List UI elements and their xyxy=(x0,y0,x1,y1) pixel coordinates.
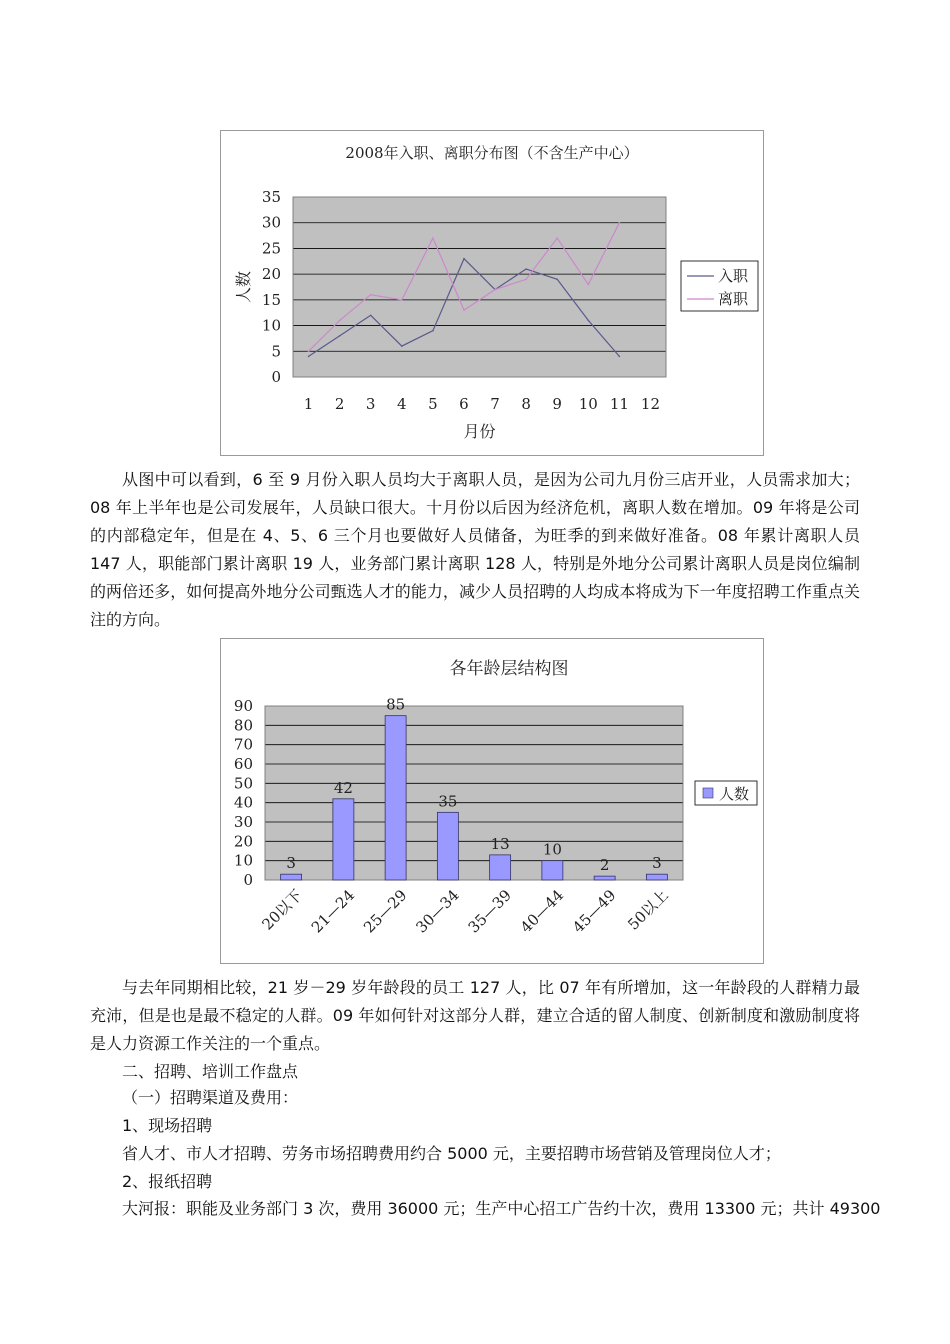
data-point xyxy=(308,350,310,352)
legend-label: 人数 xyxy=(719,785,750,803)
item-body-onsite: 省人才、市人才招聘、劳务市场招聘费用约合 5000 元，主要招聘市场营销及管理岗位人才； xyxy=(122,1144,781,1163)
x-tick-label: 2 xyxy=(334,395,345,413)
y-tick-label: 15 xyxy=(261,290,281,309)
paragraph-age-analysis: 与去年同期相比较，21 岁－29 岁年龄段的员工 127 人，比 07 年有所增加，这一年龄段的人群精力最充沛，但是也是最不稳定的人群。09 年如何针对这部分人群，建立合适的留人制度、创新制度和激励制度将是人力资源工作关注的一个重点。 xyxy=(90,978,860,1053)
data-point xyxy=(463,309,465,311)
data-point xyxy=(556,237,558,239)
x-tick-label: 9 xyxy=(552,395,562,413)
x-tick-label: 30—34 xyxy=(412,886,463,937)
bar-chart-svg xyxy=(221,639,763,963)
x-tick-label: 35—39 xyxy=(464,886,515,937)
section-heading-recruit-training: 二、招聘、培训工作盘点 xyxy=(122,1062,299,1081)
y-tick-label: 20 xyxy=(261,265,281,284)
item-heading-newspaper: 2、报纸招聘 xyxy=(122,1172,213,1191)
data-label: 42 xyxy=(333,778,353,797)
chart-title: 2008年入职、离职分布图（不含生产中心） xyxy=(345,144,639,162)
data-point xyxy=(370,294,372,296)
x-tick-label: 45—49 xyxy=(569,886,620,937)
data-point xyxy=(401,345,403,347)
data-point xyxy=(339,320,341,322)
x-tick-label: 25—29 xyxy=(360,886,411,937)
y-tick-label: 10 xyxy=(261,316,281,335)
x-tick-label: 6 xyxy=(459,395,469,413)
subsection-heading-channels: （一）招聘渠道及费用： xyxy=(122,1088,299,1107)
data-label: 13 xyxy=(490,834,510,853)
y-tick-label: 35 xyxy=(261,188,281,206)
y-tick-label: 50 xyxy=(233,774,253,793)
data-point xyxy=(463,258,465,260)
data-point xyxy=(339,335,341,337)
line-chart-svg xyxy=(221,131,763,455)
item-heading-onsite: 1、现场招聘 xyxy=(122,1116,213,1135)
data-label: 3 xyxy=(286,854,296,873)
x-tick-label: 3 xyxy=(365,395,376,413)
y-axis-label: 人数 xyxy=(234,270,253,304)
x-tick-label: 5 xyxy=(428,395,438,413)
bar xyxy=(333,799,354,880)
data-label: 10 xyxy=(542,840,562,859)
data-point xyxy=(619,222,621,224)
x-tick-label: 7 xyxy=(490,395,500,413)
x-tick-label: 12 xyxy=(640,395,661,413)
y-tick-label: 0 xyxy=(243,871,253,889)
bar xyxy=(646,874,667,880)
data-point xyxy=(525,268,527,270)
data-point xyxy=(556,278,558,280)
plot-area xyxy=(265,706,683,880)
data-point xyxy=(308,356,310,358)
bar xyxy=(490,855,511,880)
y-tick-label: 80 xyxy=(233,716,253,735)
data-label: 85 xyxy=(386,695,406,714)
y-tick-label: 25 xyxy=(261,239,281,258)
y-tick-label: 30 xyxy=(261,213,281,232)
data-point xyxy=(401,299,403,301)
x-tick-label: 21—24 xyxy=(307,886,359,937)
item-body-newspaper: 大河报：职能及业务部门 3 次，费用 36000 元；生产中心招工广告约十次，费用 13300 元；共计 49300 xyxy=(122,1199,881,1218)
bar xyxy=(542,861,563,880)
data-point xyxy=(432,330,434,332)
data-point xyxy=(525,278,527,280)
y-tick-label: 60 xyxy=(233,755,253,773)
y-tick-label: 20 xyxy=(233,832,253,851)
x-tick-label: 11 xyxy=(609,395,629,413)
y-tick-label: 30 xyxy=(233,813,253,831)
x-tick-label: 40—44 xyxy=(516,886,568,937)
legend-label: 离职 xyxy=(718,290,749,308)
x-axis-label: 月份 xyxy=(463,422,496,441)
plot-area xyxy=(293,197,666,377)
age-structure-bar-chart xyxy=(220,638,764,964)
y-tick-label: 90 xyxy=(233,697,253,715)
legend-label: 入职 xyxy=(718,267,749,285)
paragraph-hire-analysis: 从图中可以看到，6 至 9 月份入职人员均大于离职人员，是因为公司九月份三店开业，人员需求加大；08 年上半年也是公司发展年，人员缺口很大。十月份以后因为经济危机，离职人数在增加。09 年将是公司的内部稳定年，但是在 4、5、6 三个月也要做好人员储备，为旺季的到来做好准备。08 年累计离职人员 147 人，职能部门累计离职 19 人，业务部门累计离职 128 人，特别是外地分公司累计离职人员是岗位编制的两倍还多，如何提高外地分公司甄选人才的能力，减少人员招聘的人均成本将成为下一年度招聘工作重点关注的方向。 xyxy=(90,470,860,629)
x-tick-label: 8 xyxy=(521,395,531,413)
data-point xyxy=(494,289,496,291)
data-label: 35 xyxy=(438,792,458,811)
data-point xyxy=(587,284,589,286)
bar xyxy=(281,874,302,880)
bar xyxy=(437,812,458,880)
y-tick-label: 5 xyxy=(271,342,281,361)
x-tick-label: 20以下 xyxy=(258,886,306,934)
data-label: 3 xyxy=(652,854,662,873)
chart-title: 各年龄层结构图 xyxy=(449,659,569,679)
data-point xyxy=(587,320,589,322)
x-tick-label: 1 xyxy=(303,395,314,413)
bar xyxy=(594,876,615,880)
legend-swatch xyxy=(703,788,713,798)
bar xyxy=(385,716,406,880)
data-point xyxy=(619,356,621,358)
y-tick-label: 70 xyxy=(233,735,253,754)
y-tick-label: 40 xyxy=(233,793,253,812)
data-point xyxy=(370,314,372,316)
x-tick-label: 10 xyxy=(578,395,598,413)
y-tick-label: 10 xyxy=(233,851,253,870)
data-point xyxy=(432,237,434,239)
data-label: 2 xyxy=(599,856,610,875)
x-tick-label: 50以上 xyxy=(624,886,672,934)
x-tick-label: 4 xyxy=(397,395,407,413)
y-tick-label: 0 xyxy=(271,368,281,386)
hire-leave-line-chart xyxy=(220,130,764,456)
